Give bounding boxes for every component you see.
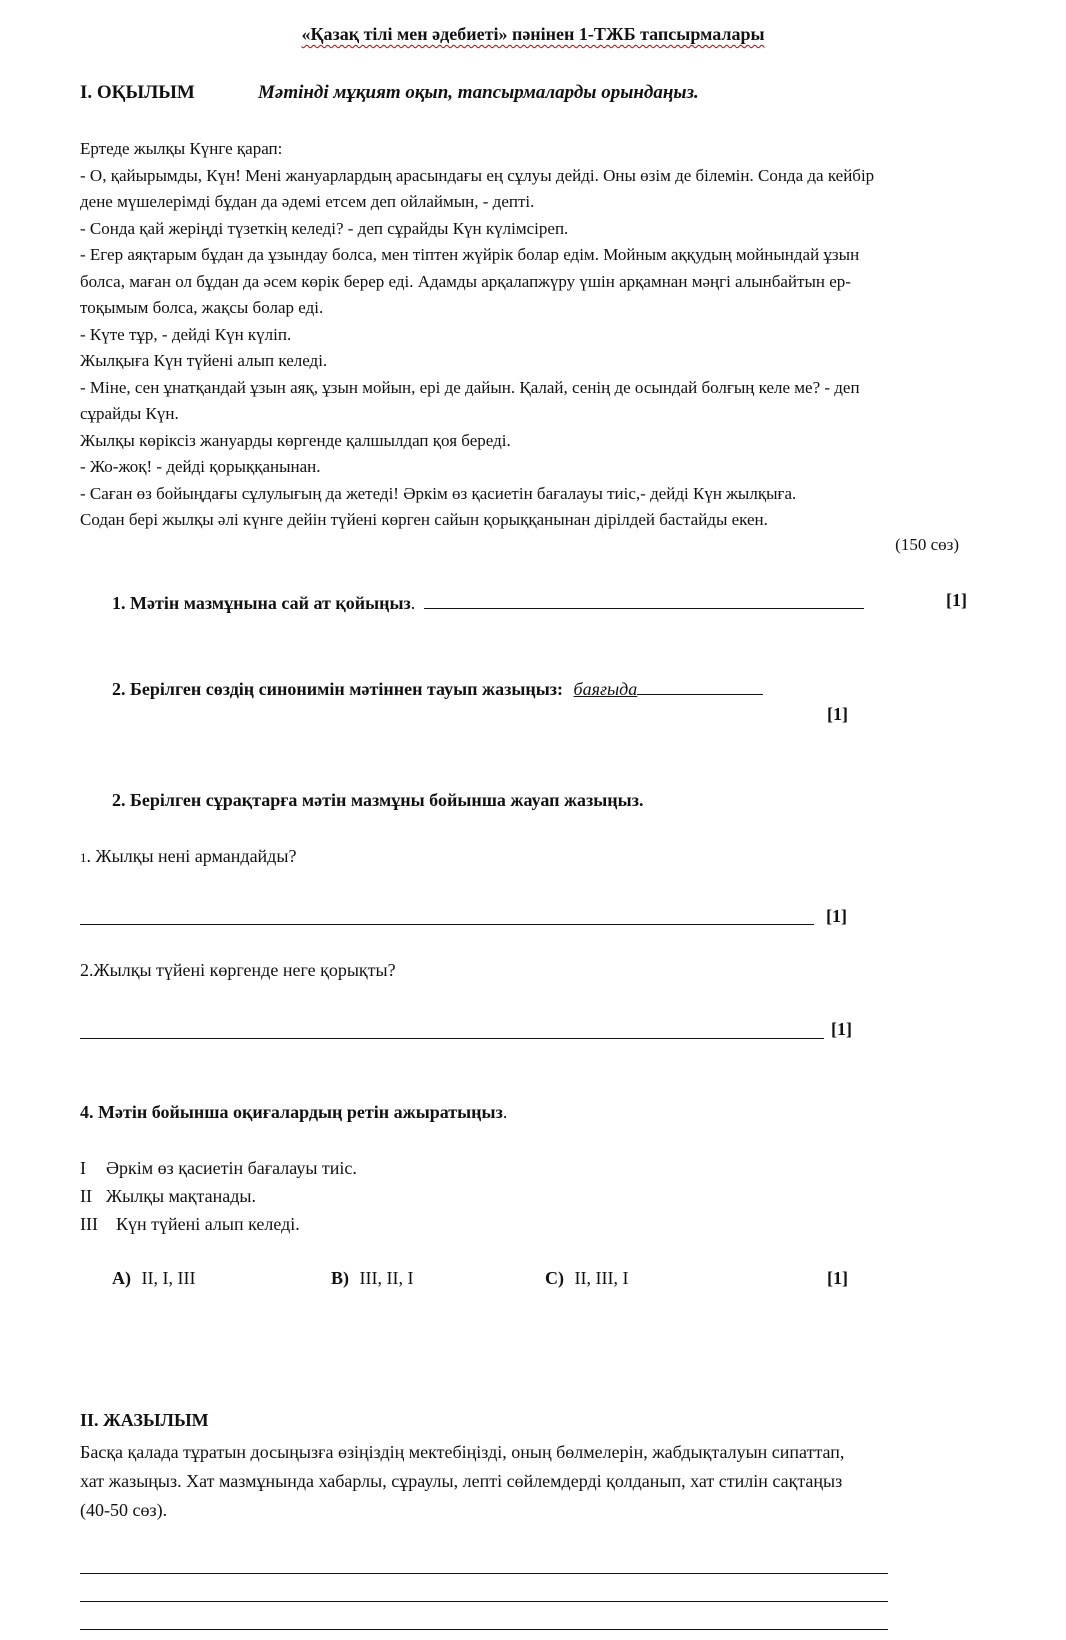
list-item xyxy=(80,1210,357,1238)
reading-passage xyxy=(80,136,990,534)
writing-text-line: (40-50 сөз). xyxy=(80,1500,168,1520)
task1-text: 1. Мәтін мазмұнына сай ат қойыңыз xyxy=(112,593,411,613)
passage-line: Ертеде жылқы Күнге қарап: xyxy=(80,139,283,158)
task1-period: . xyxy=(410,593,416,613)
passage-line: - Жо-жоқ! - дейді қорыққанынан. xyxy=(80,457,321,476)
passage-line: - Күте тұр, - дейді Күн күліп. xyxy=(80,324,292,344)
section-writing-heading: II. ЖАЗЫЛЫМ xyxy=(80,1410,209,1430)
task3-question-1 xyxy=(80,846,296,867)
writing-text-line: хат жазыңыз. Хат мазмұнында хабарлы, сұраулы, лепті сөйлемдерді қолданып, хат стилін сақтаңыз xyxy=(80,1471,843,1491)
writing-task-text xyxy=(80,1438,1000,1525)
section-reading-heading: I. ОҚЫЛЫМ xyxy=(80,82,195,103)
task1-question xyxy=(112,590,864,614)
option-value: II, I, III xyxy=(141,1268,196,1288)
task3-q2-mark: [1] xyxy=(831,1019,852,1039)
passage-line: Содан бері жылқы әлі күнге дейін түйені көрген сайын қорыққанынан дірілдей бастайды екен. xyxy=(80,510,768,529)
option-letter: C) xyxy=(545,1268,564,1288)
task3-q1-mark: [1] xyxy=(826,906,847,926)
passage-line: - Саған өз бойыңдағы сұлулығың да жетеді! Әркім өз қасиетін бағалауы тиіс,- дейді Күн жылқыға. xyxy=(80,483,797,503)
task2-word: баяғыда xyxy=(573,679,638,699)
event-number: I xyxy=(80,1158,86,1178)
word-count: (150 сөз) xyxy=(895,535,959,554)
passage-line: - О, қайырымды, Күн! Мені жануарлардың арасындағы ең сұлуы дейді. Оны өзім де білемін. Сонда да кейбір xyxy=(80,165,875,185)
passage-line: Жылқы көріксіз жануарды көргенде қалшылдап қоя береді. xyxy=(80,430,511,450)
task3-q2-answer-line[interactable] xyxy=(80,1038,824,1039)
event-text: Әркім өз қасиетін бағалауы тиіс. xyxy=(106,1158,357,1178)
section-reading-instruction: Мәтінді мұқият оқып, тапсырмаларды орындаңыз. xyxy=(258,82,699,103)
option-letter: A) xyxy=(112,1268,131,1288)
event-number: II xyxy=(80,1186,92,1206)
list-item xyxy=(80,1154,357,1182)
task2-answer-blank[interactable] xyxy=(637,676,763,695)
passage-line: Жылқыға Күн түйені алып келеді. xyxy=(80,351,328,370)
option-value: II, III, I xyxy=(574,1268,629,1288)
page-title: «Қазақ тілі мен әдебиеті» пәнінен 1-ТЖБ тапсырмалары xyxy=(301,24,765,44)
option-b[interactable] xyxy=(331,1268,413,1289)
passage-line: - Міне, сен ұнатқандай ұзын аяқ, ұзын мойын, ері де дайын. Қалай, сенің де осындай болғың келе ме? - деп xyxy=(80,377,860,397)
task2-question xyxy=(112,676,763,700)
task3-q1-number: 1 xyxy=(80,850,87,865)
task4-period: . xyxy=(502,1102,508,1122)
writing-answer-line[interactable] xyxy=(80,1629,888,1630)
task2-text: 2. Берілген сөздің синонимін мәтіннен тауып жазыңыз: xyxy=(112,679,564,699)
option-c[interactable] xyxy=(545,1268,628,1289)
passage-line: сұрайды Күн. xyxy=(80,404,179,423)
task3-q1-text: . Жылқы нені армандайды? xyxy=(86,846,297,866)
passage-line: - Сонда қай жеріңді түзеткің келеді? - деп сұрайды Күн күлімсіреп. xyxy=(80,218,569,238)
event-text: Күн түйені алып келеді. xyxy=(116,1214,300,1234)
list-item xyxy=(80,1182,357,1210)
option-value: III, II, I xyxy=(359,1268,414,1288)
task4-instruction xyxy=(80,1102,507,1123)
task1-answer-blank[interactable] xyxy=(424,590,864,609)
task3-instruction: 2. Берілген сұрақтарға мәтін мазмұны бойынша жауап жазыңыз. xyxy=(112,790,644,810)
event-text: Жылқы мақтанады. xyxy=(106,1186,256,1206)
task3-q2-text: 2.Жылқы түйені көргенде неге қорықты? xyxy=(80,960,396,980)
task4-event-list xyxy=(80,1154,357,1238)
event-number: III xyxy=(80,1214,98,1234)
task1-mark: [1] xyxy=(946,590,967,610)
task2-mark: [1] xyxy=(827,704,848,724)
writing-answer-line[interactable] xyxy=(80,1601,888,1602)
task4-text: 4. Мәтін бойынша оқиғалардың ретін ажыратыңыз xyxy=(80,1102,503,1122)
passage-line: тоқымым болса, жақсы болар еді. xyxy=(80,298,324,317)
writing-text-line: Басқа қалада тұратын досыңызға өзіңіздің мектебіңізді, оның бөлмелерін, жабдықталуын сипаттап, xyxy=(80,1442,845,1462)
writing-answer-line[interactable] xyxy=(80,1573,888,1574)
option-letter: B) xyxy=(331,1268,349,1288)
option-a[interactable] xyxy=(112,1268,195,1289)
task4-mark: [1] xyxy=(827,1268,848,1288)
passage-line: дене мүшелерімді бұдан да әдемі етсем деп ойлаймын, - депті. xyxy=(80,192,535,211)
task3-q1-answer-line[interactable] xyxy=(80,924,814,925)
passage-line: - Егер аяқтарым бұдан да ұзындау болса, мен тіптен жүйрік болар едім. Мойным аққудың мойнындай ұзын xyxy=(80,245,860,264)
passage-line: болса, маған ол бұдан да әсем көрік берер еді. Адамды арқалапжүру үшін арқамнан мәңгі алынбайтын ер- xyxy=(80,271,851,291)
